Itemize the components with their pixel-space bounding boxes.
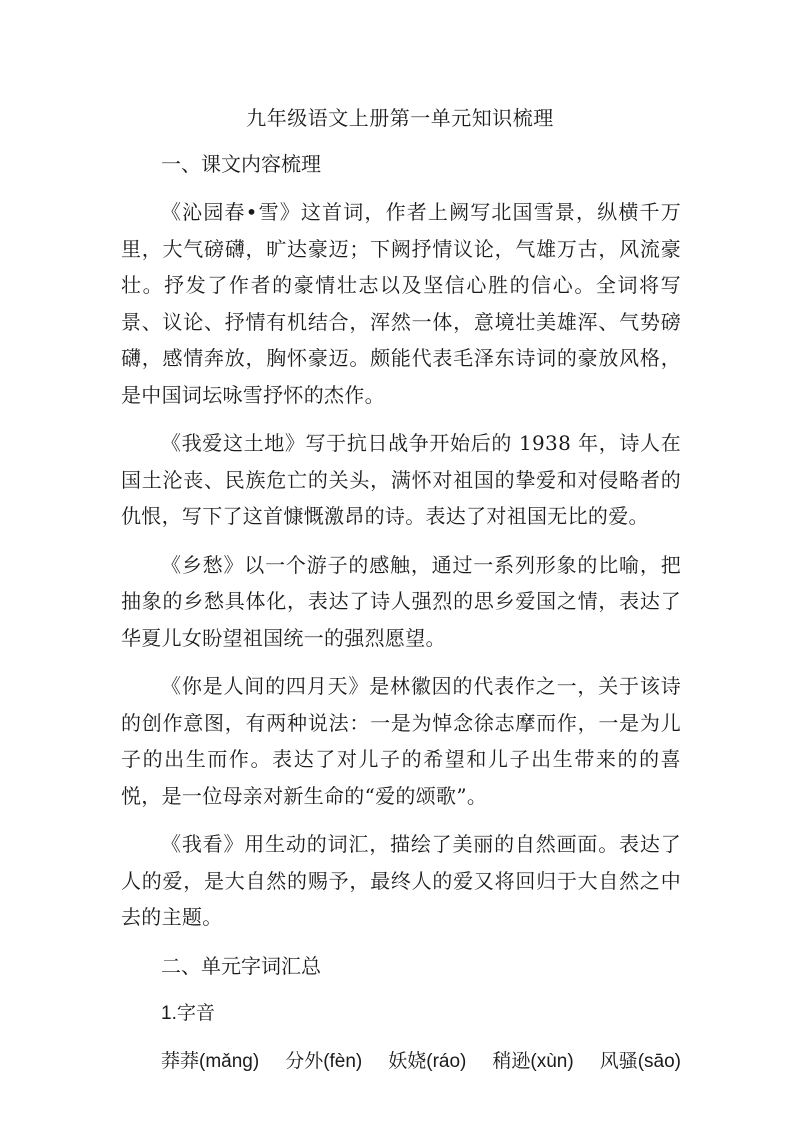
section-heading-vocabulary: 二、单元字词汇总 [161,953,321,978]
paragraph-xiangchou: 《乡愁》以一个游子的感触，通过一系列形象的比喻，把抽象的乡愁具体化，表达了诗人强烈的思乡爱国之情，表达了华夏儿女盼望祖国统一的强烈愿望。 [121,552,681,650]
subheading-pronunciation: 1.字音 [161,1002,215,1024]
paragraph-ni-shi-renjian-de-siyuetian: 《你是人间的四月天》是林徽因的代表作之一，关于该诗的创作意图，有两种说法：一是为悼念徐志摩而作，一是为儿子的出生而作。表达了对儿子的希望和儿子出生带来的的喜悦，是一位母亲对新生命的“爱的颂歌”。 [121,674,681,808]
paragraph-wo-ai-zhe-tudi: 《我爱这土地》写于抗日战争开始后的 1938 年，诗人在国土沦丧、民族危亡的关头，满怀对祖国的挚爱和对侵略者的仇恨，写下了这首慷慨激昂的诗。表达了对祖国无比的爱。 [121,431,681,528]
document-body [121,146,681,1080]
word-item: 妖娆(ráo) [388,1050,467,1072]
word-item: 稍逊(xùn) [492,1050,574,1072]
paragraph-wo-kan: 《我看》用生动的词汇，描绘了美丽的自然画面。表达了人的爱，是大自然的赐予，最终人的爱又将回归于大自然之中去的主题。 [121,832,681,929]
pronunciation-word-list [121,1044,681,1080]
word-item: 风骚(sāo) [599,1050,681,1072]
section-heading-lesson-review: 一、课文内容梳理 [161,152,321,176]
paragraph-qinyuanchun-xue: 《沁园春•雪》这首词，作者上阙写北国雪景，纵横千万里，大气磅礴，旷达豪迈；下阙抒情议论，气雄万古，风流豪壮。抒发了作者的豪情壮志以及坚信心胜的信心。全词将写景、议论、抒情有机结合，浑然一体，意境壮美雄浑、气势磅礴，感情奔放，胸怀豪迈。颇能代表毛泽东诗词的豪放风格，是中国词坛咏雪抒怀的杰作。 [121,200,681,407]
word-item: 莽莽(mǎng) [161,1050,260,1072]
document-title: 九年级语文上册第一单元知识梳理 [246,106,554,130]
word-item: 分外(fèn) [285,1050,363,1072]
